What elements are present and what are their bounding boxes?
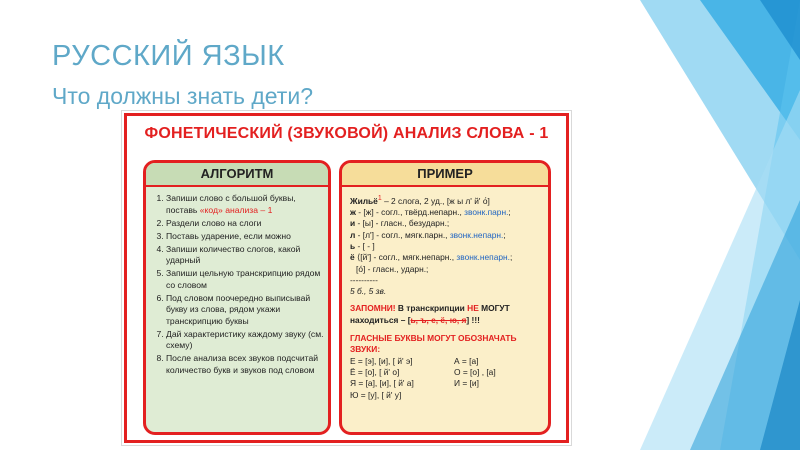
algorithm-step: 7. Дай характеристику каждому звуку (см. схему) [166,329,324,352]
example-word-info: – 2 слога, 2 уд., [ж ы л' й' о́] [381,195,490,206]
algorithm-header: АЛГОРИТМ [146,163,328,187]
vowel-row: Е = [э], [и], [ й' э] А = [а] [350,355,479,366]
algorithm-panel [143,160,331,435]
phonetic-analysis-poster [124,113,569,443]
vowel-row: Я = [а], [и], [ й' а] И = [и] [350,378,479,389]
example-word-line [350,193,542,207]
slide-title: РУССКИЙ ЯЗЫК [52,40,285,72]
example-word: Жильё [350,195,378,206]
algorithm-steps [166,193,324,376]
letter-row: и - [ы] - гласн., безударн.; [350,218,450,229]
example-summary: 5 б., 5 зв. [350,286,387,297]
algorithm-step: 5. Запиши цельную транскрипцию рядом со словом [166,268,324,291]
algorithm-step: 1. Запиши слово с большой буквы, поставь «код» анализа – 1 [166,193,324,216]
vowel-row: Ю = [у], [ й' у] [350,389,402,400]
algorithm-step: 3. Поставь ударение, если можно [166,231,324,243]
letter-row: л - [л'] - согл., мягк.парн., звонк.непарн.; [350,229,506,240]
letter-row: ь - [ - ] [350,240,375,251]
letter-row: [о́] - гласн., ударн.; [356,263,429,274]
letter-row: ё ⟨[й'] - согл., мягк.непарн., звонк.непарн.; [350,252,513,263]
vowel-row: Ё = [о], [ й' о] О = [о] , [а] [350,366,496,377]
algorithm-step: 2. Раздели слово на слоги [166,218,324,230]
example-content [342,187,548,401]
algorithm-step: 6. Под словом поочередно выписывай букву из слова, рядом укажи транскрипцию буквы [166,293,324,328]
letter-row: ж - [ж] - согл., твёрд.непарн., звонк.парн.; [350,207,511,218]
vowel-rules-title: ГЛАСНЫЕ БУКВЫ МОГУТ ОБОЗНАЧАТЬ ЗВУКИ: [350,333,517,355]
example-panel [339,160,551,435]
example-word-code: 1 [377,195,382,202]
warning-note: ЗАПОМНИ! В транскрипции НЕ МОГУТ находиться – [ь, ъ, е, ё, ю, я] !!! [350,303,510,325]
slide-subtitle: Что должны знать дети? [52,83,313,109]
example-header: ПРИМЕР [342,163,548,187]
algorithm-step: 8. После анализа всех звуков подсчитай количество букв и звуков под словом [166,353,324,376]
poster-title: ФОНЕТИЧЕСКИЙ (ЗВУКОВОЙ) АНАЛИЗ СЛОВА - 1 [144,125,549,142]
separator: ---------- [350,274,378,285]
algorithm-step: 4. Запиши количество слогов, какой ударный [166,244,324,267]
